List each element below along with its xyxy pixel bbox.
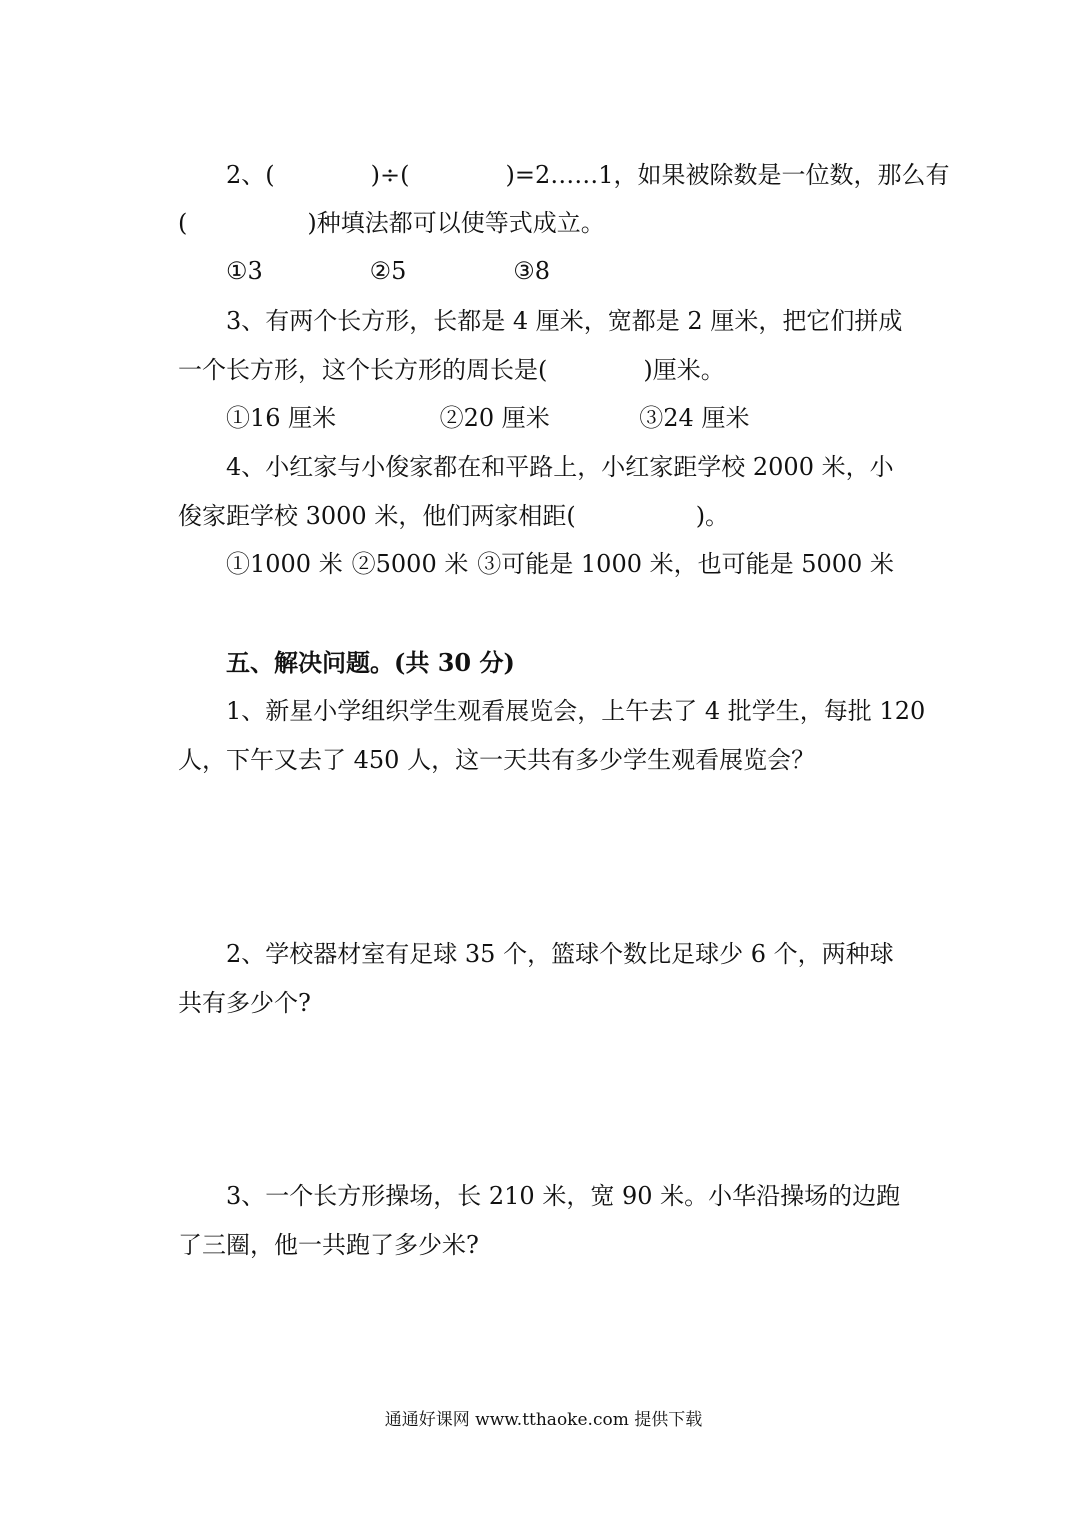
problem-text-line: 人，下午又去了 450 人，这一天共有多少学生观看展览会？: [178, 746, 816, 774]
problem-text-line: 1、新星小学组织学生观看展览会，上午去了 4 批学生，每批 120: [226, 697, 926, 725]
question-text-line: 俊家距学校 3000 米，他们两家相距( )。: [178, 502, 730, 530]
option-3: ③24 厘米: [639, 404, 750, 432]
problem-text-line: 3、一个长方形操场，长 210 米，宽 90 米。小华沿操场的边跑: [226, 1182, 901, 1210]
options-row: [226, 403, 749, 433]
option-1: ①3: [226, 257, 263, 285]
options-row: [226, 549, 894, 579]
problem-text-line: 了三圈，他一共跑了多少米?: [178, 1231, 479, 1259]
options-row: [226, 256, 550, 286]
option-3: ③8: [513, 257, 551, 285]
question-text-line: ( )种填法都可以使等式成立。: [178, 209, 605, 237]
option-2: ②5: [369, 257, 407, 285]
problem-text-line: 共有多少个?: [178, 989, 311, 1017]
question-text-line: 一个长方形，这个长方形的周长是( )厘米。: [178, 356, 725, 384]
question-text-line: 3、有两个长方形，长都是 4 厘米，宽都是 2 厘米，把它们拼成: [226, 307, 903, 335]
option-2: ②5000 米: [351, 550, 469, 578]
option-1: ①16 厘米: [226, 404, 337, 432]
section-title: 五、解决问题。(共 30 分): [226, 648, 515, 677]
option-1: ①1000 米: [226, 550, 343, 578]
question-text-line: 2、( )÷( )=2……1，如果被除数是一位数，那么有: [226, 161, 950, 189]
option-2: ②20 厘米: [439, 404, 550, 432]
problem-text-line: 2、学校器材室有足球 35 个，篮球个数比足球少 6 个，两种球: [226, 940, 894, 968]
question-text-line: 4、小红家与小俊家都在和平路上，小红家距学校 2000 米，小: [226, 453, 894, 481]
page-footer: 通通好课网 www.tthaoke.com 提供下载: [384, 1410, 703, 1430]
option-3: ③可能是 1000 米，也可能是 5000 米: [477, 550, 894, 578]
